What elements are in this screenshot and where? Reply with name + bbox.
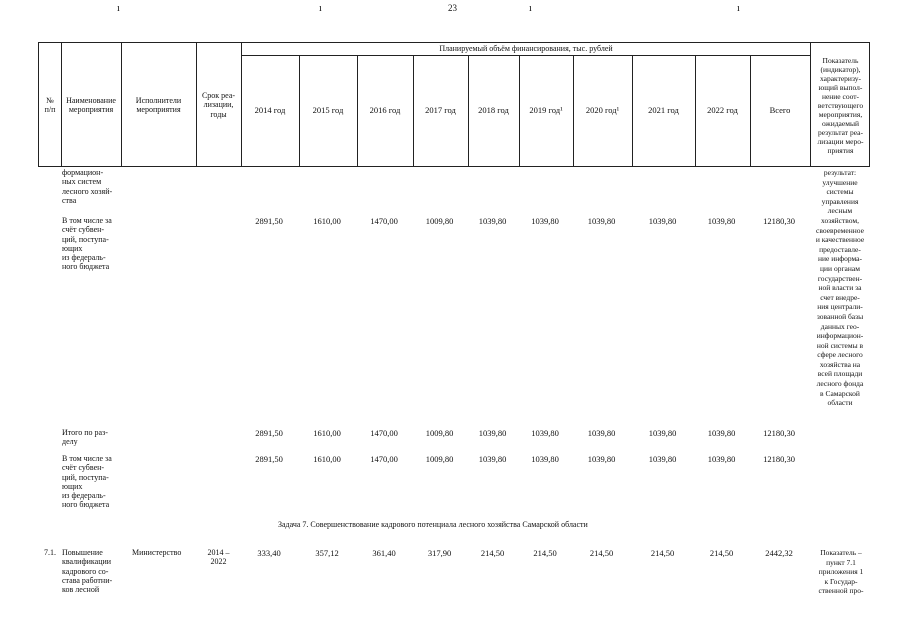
year-header: 2018 год <box>478 105 509 116</box>
value-cell: 357,12 <box>315 548 339 558</box>
value-cell: 1039,80 <box>707 428 736 438</box>
year-header: 2014 год <box>254 105 286 116</box>
value-cell: 214,50 <box>533 548 557 558</box>
year-header: 2021 год <box>648 105 679 116</box>
value-cell: 1039,80 <box>531 428 559 438</box>
value-cell: 2891,50 <box>255 216 283 226</box>
section-total-label: Итого по раз- делу <box>62 428 108 447</box>
year-header: 2020 год¹ <box>585 105 620 116</box>
value-cell: 1039,80 <box>707 216 736 226</box>
col-funding-header: Планируемый объём финансирования, тыс. рублей <box>439 44 613 54</box>
value-cell: 333,40 <box>257 548 281 558</box>
item-term: 2014 – 2022 <box>207 548 230 567</box>
col-name-header: Наименование мероприятия <box>66 95 116 114</box>
value-cell: 1610,00 <box>313 216 341 226</box>
value-cell: 2891,50 <box>255 428 283 438</box>
value-cell: 1039,80 <box>587 216 616 226</box>
value-cell: 1039,80 <box>648 454 677 464</box>
value-cell: 1610,00 <box>313 428 341 438</box>
value-cell: 1039,80 <box>531 454 559 464</box>
value-cell: 1039,80 <box>648 428 677 438</box>
margin-mark: ı <box>529 3 532 14</box>
total-header: Всего <box>769 105 791 116</box>
item-indicator: Показатель – пункт 7.1 приложения 1 к Государ- ственной про- <box>818 548 864 596</box>
row-name-continuation: формацион- ных систем лесного хозяй- ства <box>62 168 113 205</box>
value-cell: 1039,80 <box>648 216 677 226</box>
total-cell: 12180,30 <box>763 216 795 226</box>
expected-result-text: результат: улучшение системы управления лесным хозяйством, своевременное и качественное предоставле- ние информа- ции органам государствен- ной власти за счет внедре- ния централи- зованной базы данных гео- информацион- ной системы в сфере лесного хозяйства на всей площади лесного фонда в Самарской области <box>815 168 865 408</box>
item-executor: Министерство <box>132 548 182 557</box>
page-number: 23 <box>448 3 457 13</box>
year-header: 2015 год <box>312 105 344 116</box>
value-cell: 1610,00 <box>313 454 341 464</box>
value-cell: 1039,80 <box>478 428 507 438</box>
col-number-header: № п/п <box>44 95 56 114</box>
margin-mark: ı <box>117 3 120 14</box>
value-cell: 1470,00 <box>370 428 398 438</box>
year-header: 2017 год <box>425 105 456 116</box>
value-cell: 2891,50 <box>255 454 283 464</box>
col-indicator-header: Показатель (индикатор), характеризу- ющий выпол- нение соот- ветствующего мероприятия, ожидаемый результат реа- лизации меро- приятия <box>817 55 864 155</box>
year-header: 2022 год <box>707 105 738 116</box>
value-cell: 1039,80 <box>587 454 616 464</box>
value-cell: 1039,80 <box>587 428 616 438</box>
item-name: Повышение квалификации кадрового со- става работни- ков лесной <box>62 548 113 595</box>
value-cell: 361,40 <box>372 548 396 558</box>
value-cell: 1009,80 <box>425 428 454 438</box>
value-cell: 317,90 <box>427 548 452 558</box>
total-cell: 12180,30 <box>763 428 795 438</box>
task-heading: Задача 7. Совершенствование кадрового потенциала лесного хозяйства Самарской области <box>278 520 588 529</box>
year-header: 2019 год¹ <box>529 105 563 116</box>
value-cell: 1470,00 <box>370 454 398 464</box>
value-cell: 1039,80 <box>478 216 507 226</box>
col-term-header: Срок реа- лизации, годы <box>201 90 236 119</box>
margin-mark: ı <box>319 3 322 14</box>
value-cell: 214,50 <box>709 548 734 558</box>
value-cell: 1039,80 <box>478 454 507 464</box>
value-cell: 214,50 <box>650 548 675 558</box>
value-cell: 214,50 <box>589 548 614 558</box>
value-cell: 1009,80 <box>425 454 454 464</box>
total-cell: 12180,30 <box>763 454 795 464</box>
value-cell: 214,50 <box>480 548 505 558</box>
table-header <box>38 42 870 167</box>
value-cell: 1009,80 <box>425 216 454 226</box>
col-executors-header: Исполнители мероприятия <box>135 95 182 114</box>
margin-mark: ı <box>737 3 740 14</box>
year-header: 2016 год <box>369 105 401 116</box>
value-cell: 1039,80 <box>707 454 736 464</box>
total-cell: 2442,32 <box>765 548 793 558</box>
value-cell: 1470,00 <box>370 216 398 226</box>
value-cell: 1039,80 <box>531 216 559 226</box>
federal-subvention-label: В том числе за счёт субвен- ций, поступа- ющих из федераль- ного бюджета <box>62 454 112 510</box>
federal-subvention-label: В том числе за счёт субвен- ций, поступа- ющих из федераль- ного бюджета <box>62 216 112 272</box>
item-number: 7.1. <box>44 548 56 557</box>
